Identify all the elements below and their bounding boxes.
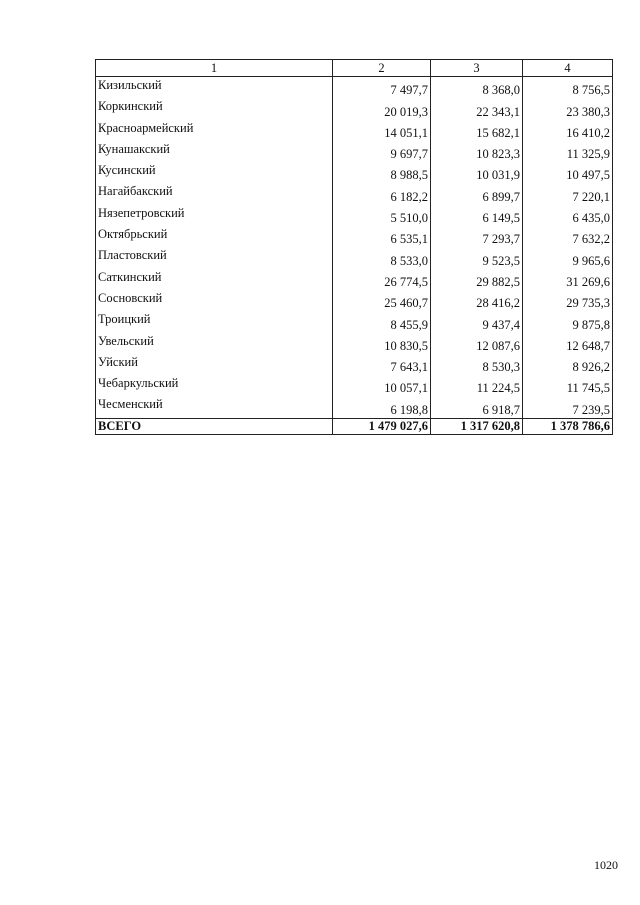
district-name: Увельский bbox=[96, 333, 333, 354]
value-col2: 5 510,0 bbox=[333, 205, 431, 226]
district-name: Кусинский bbox=[96, 162, 333, 183]
value-col3: 11 224,5 bbox=[431, 375, 523, 396]
value-col3: 8 368,0 bbox=[431, 77, 523, 99]
column-header-4: 4 bbox=[523, 60, 613, 77]
value-col3: 12 087,6 bbox=[431, 333, 523, 354]
value-col4: 9 875,8 bbox=[523, 311, 613, 332]
district-name: Чесменский bbox=[96, 396, 333, 418]
district-name: Нязепетровский bbox=[96, 205, 333, 226]
district-name: Саткинский bbox=[96, 269, 333, 290]
total-label: ВСЕГО bbox=[96, 418, 333, 434]
value-col4: 6 435,0 bbox=[523, 205, 613, 226]
value-col3: 10 823,3 bbox=[431, 141, 523, 162]
value-col2: 6 535,1 bbox=[333, 226, 431, 247]
value-col3: 7 293,7 bbox=[431, 226, 523, 247]
value-col2: 7 643,1 bbox=[333, 354, 431, 375]
value-col2: 7 497,7 bbox=[333, 77, 431, 99]
district-name: Кунашакский bbox=[96, 141, 333, 162]
total-row bbox=[96, 418, 613, 434]
value-col3: 10 031,9 bbox=[431, 162, 523, 183]
table-row bbox=[96, 311, 613, 332]
table-row bbox=[96, 247, 613, 268]
table-row bbox=[96, 354, 613, 375]
table-row bbox=[96, 226, 613, 247]
value-col4: 31 269,6 bbox=[523, 269, 613, 290]
district-name: Красноармейский bbox=[96, 120, 333, 141]
budget-table bbox=[95, 59, 613, 435]
value-col3: 29 882,5 bbox=[431, 269, 523, 290]
value-col4: 23 380,3 bbox=[523, 98, 613, 119]
value-col4: 11 325,9 bbox=[523, 141, 613, 162]
table-row bbox=[96, 183, 613, 204]
value-col3: 9 523,5 bbox=[431, 247, 523, 268]
value-col3: 8 530,3 bbox=[431, 354, 523, 375]
table-row bbox=[96, 269, 613, 290]
district-name: Коркинский bbox=[96, 98, 333, 119]
total-value-col4: 1 378 786,6 bbox=[523, 418, 613, 434]
value-col3: 22 343,1 bbox=[431, 98, 523, 119]
value-col4: 11 745,5 bbox=[523, 375, 613, 396]
value-col4: 7 239,5 bbox=[523, 396, 613, 418]
value-col2: 6 198,8 bbox=[333, 396, 431, 418]
value-col4: 16 410,2 bbox=[523, 120, 613, 141]
table-row bbox=[96, 141, 613, 162]
table-row bbox=[96, 396, 613, 418]
district-name: Пластовский bbox=[96, 247, 333, 268]
value-col4: 12 648,7 bbox=[523, 333, 613, 354]
table-row bbox=[96, 77, 613, 99]
district-name: Сосновский bbox=[96, 290, 333, 311]
district-name: Нагайбакский bbox=[96, 183, 333, 204]
value-col2: 20 019,3 bbox=[333, 98, 431, 119]
value-col3: 28 416,2 bbox=[431, 290, 523, 311]
value-col3: 15 682,1 bbox=[431, 120, 523, 141]
value-col2: 10 830,5 bbox=[333, 333, 431, 354]
value-col4: 10 497,5 bbox=[523, 162, 613, 183]
value-col2: 6 182,2 bbox=[333, 183, 431, 204]
value-col4: 7 632,2 bbox=[523, 226, 613, 247]
total-value-col2: 1 479 027,6 bbox=[333, 418, 431, 434]
value-col4: 7 220,1 bbox=[523, 183, 613, 204]
column-header-2: 2 bbox=[333, 60, 431, 77]
value-col2: 25 460,7 bbox=[333, 290, 431, 311]
value-col3: 6 149,5 bbox=[431, 205, 523, 226]
value-col2: 8 988,5 bbox=[333, 162, 431, 183]
page-number: 1020 bbox=[594, 858, 618, 872]
table-row bbox=[96, 120, 613, 141]
value-col4: 8 926,2 bbox=[523, 354, 613, 375]
table-row bbox=[96, 290, 613, 311]
district-name: Кизильский bbox=[96, 77, 333, 99]
value-col2: 9 697,7 bbox=[333, 141, 431, 162]
table-row bbox=[96, 98, 613, 119]
table-row bbox=[96, 162, 613, 183]
value-col2: 8 455,9 bbox=[333, 311, 431, 332]
value-col2: 14 051,1 bbox=[333, 120, 431, 141]
value-col4: 8 756,5 bbox=[523, 77, 613, 99]
value-col3: 6 899,7 bbox=[431, 183, 523, 204]
total-value-col3: 1 317 620,8 bbox=[431, 418, 523, 434]
district-name: Чебаркульский bbox=[96, 375, 333, 396]
value-col2: 26 774,5 bbox=[333, 269, 431, 290]
column-header-1: 1 bbox=[96, 60, 333, 77]
district-name: Уйский bbox=[96, 354, 333, 375]
value-col3: 6 918,7 bbox=[431, 396, 523, 418]
table-row bbox=[96, 205, 613, 226]
value-col2: 10 057,1 bbox=[333, 375, 431, 396]
district-name: Октябрьский bbox=[96, 226, 333, 247]
district-name: Троицкий bbox=[96, 311, 333, 332]
value-col2: 8 533,0 bbox=[333, 247, 431, 268]
table-row bbox=[96, 333, 613, 354]
table-header-row bbox=[96, 60, 613, 77]
table-row bbox=[96, 375, 613, 396]
column-header-3: 3 bbox=[431, 60, 523, 77]
value-col4: 29 735,3 bbox=[523, 290, 613, 311]
value-col4: 9 965,6 bbox=[523, 247, 613, 268]
value-col3: 9 437,4 bbox=[431, 311, 523, 332]
